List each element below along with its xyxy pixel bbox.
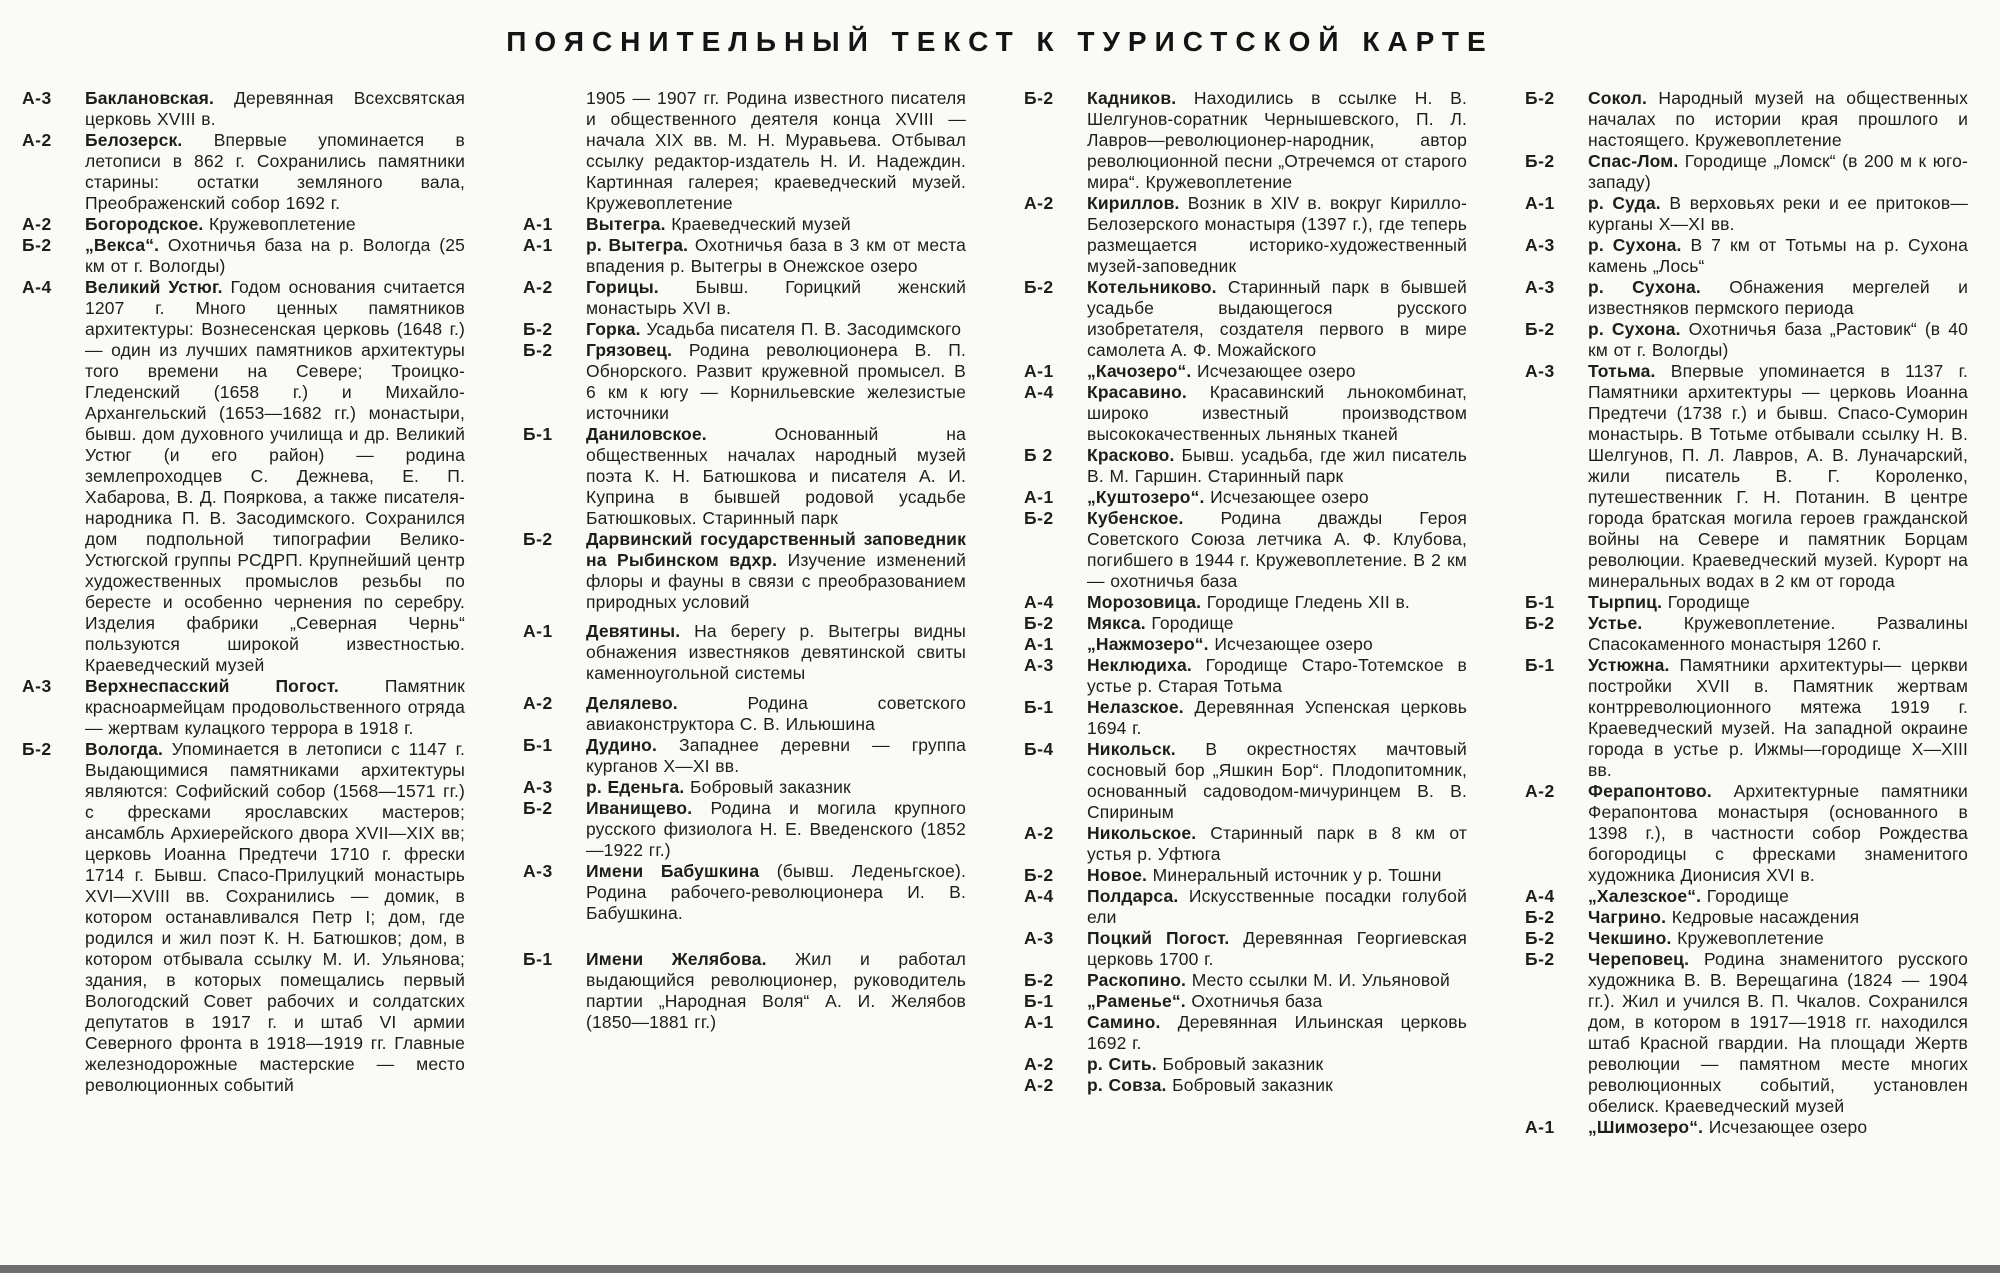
entry-name: Устюжна. bbox=[1588, 655, 1670, 675]
column-4 bbox=[1525, 88, 1968, 1138]
entry-text: Поцкий Погост. Деревянная Георгиевская церковь 1700 г. bbox=[1087, 928, 1467, 969]
grid-ref: Б-1 bbox=[523, 424, 553, 444]
entry-text: Кадников. Находились в ссылке Н. В. Шелгунов-соратник Чернышевского, П. Л. Лавров—революционер-народник, автор революционной песни „Отречемся от старого мира“. Кружевоплетение bbox=[1087, 88, 1467, 192]
entry-text: Полдарса. Искусственные посадки голубой ели bbox=[1087, 886, 1467, 927]
entry-name: Неклюдиха. bbox=[1087, 655, 1192, 675]
entry-name: „Нажмозеро“. bbox=[1087, 634, 1209, 654]
entry-text: Тырпиц. Городище bbox=[1588, 592, 1750, 612]
entry-text: Устье. Кружевоплетение. Развалины Спасокаменного монастыря 1260 г. bbox=[1588, 613, 1968, 654]
grid-ref: Б-2 bbox=[1024, 88, 1054, 108]
entry-name: Грязовец. bbox=[586, 340, 673, 360]
grid-ref: А-1 bbox=[523, 621, 553, 641]
entry bbox=[1024, 739, 1467, 823]
entry-name: Дудино. bbox=[586, 735, 658, 755]
grid-ref: Б-2 bbox=[523, 319, 553, 339]
entry-name: Верхнеспасский Погост. bbox=[85, 676, 339, 696]
entry bbox=[22, 277, 465, 676]
grid-ref: Б-2 bbox=[1024, 508, 1054, 528]
entry bbox=[1024, 991, 1467, 1012]
grid-ref: А-4 bbox=[1024, 592, 1054, 612]
entry bbox=[523, 319, 966, 340]
grid-ref: Б-2 bbox=[1525, 88, 1555, 108]
page-title: ПОЯСНИТЕЛЬНЫЙ ТЕКСТ К ТУРИСТСКОЙ КАРТЕ bbox=[506, 26, 1494, 57]
entry-text: Чагрино. Кедровые насаждения bbox=[1588, 907, 1860, 927]
entry-name: р. Сухона. bbox=[1588, 319, 1681, 339]
entry-name: Никольск. bbox=[1087, 739, 1176, 759]
entry-text: Нелазское. Деревянная Успенская церковь 1694 г. bbox=[1087, 697, 1467, 738]
entry-name: „Халезское“. bbox=[1588, 886, 1702, 906]
grid-ref: А-3 bbox=[1024, 655, 1054, 675]
entry bbox=[523, 861, 966, 924]
entry bbox=[1525, 277, 1968, 319]
entry-text: Никольск. В окрестностях мачтовый сосновый бор „Яшкин Бор“. Плодопитомник, основанный садоводом-мичуринцем В. В. Спириным bbox=[1087, 739, 1467, 822]
entry bbox=[22, 739, 465, 1096]
entry-name: Девятины. bbox=[586, 621, 681, 641]
entry bbox=[22, 88, 465, 130]
entry-name: „Векса“. bbox=[85, 235, 160, 255]
entry-name: Горицы. bbox=[586, 277, 659, 297]
grid-ref: А-2 bbox=[1024, 1075, 1054, 1095]
grid-ref: А-3 bbox=[1525, 277, 1555, 297]
grid-ref: Б-2 bbox=[1024, 970, 1054, 990]
entry-text: Белозерск. Впервые упоминается в летописи в 862 г. Сохранились памятники старины: остатки земляного вала, Преображенский собор 1692 г. bbox=[85, 130, 465, 213]
entry-name: Кадников. bbox=[1087, 88, 1177, 108]
entry bbox=[1024, 823, 1467, 865]
grid-ref: Б 2 bbox=[1024, 445, 1053, 465]
entry-text: р. Сить. Бобровый заказник bbox=[1087, 1054, 1324, 1074]
entry-text: Морозовица. Городище Гледень XII в. bbox=[1087, 592, 1410, 612]
grid-ref: А-2 bbox=[1525, 781, 1555, 801]
entry-name: Мякса. bbox=[1087, 613, 1146, 633]
entry-text: Вытегра. Краеведческий музей bbox=[586, 214, 851, 234]
grid-ref: Б-1 bbox=[1024, 991, 1054, 1011]
entry bbox=[22, 214, 465, 235]
grid-ref: Б-1 bbox=[523, 949, 553, 969]
entry bbox=[523, 529, 966, 613]
entry-name: Тотьма. bbox=[1588, 361, 1656, 381]
entry-text: „Куштозеро“. Исчезающее озеро bbox=[1087, 487, 1369, 507]
entry-text: Спас-Лом. Городище „Ломск“ (в 200 м к юго-западу) bbox=[1588, 151, 1968, 192]
grid-ref: А-3 bbox=[22, 676, 52, 696]
entry bbox=[22, 676, 465, 739]
entry-text: Ферапонтово. Архитектурные памятники Ферапонтова монастыря (основанного в 1398 г.), в частности собор Рождества богородицы с фресками знаменитого художника Дионисия XVI в. bbox=[1588, 781, 1968, 885]
entry-text: Никольское. Старинный парк в 8 км от устья р. Уфтюга bbox=[1087, 823, 1467, 864]
grid-ref: Б-1 bbox=[1525, 592, 1555, 612]
entry bbox=[523, 235, 966, 277]
entry bbox=[523, 340, 966, 424]
entry-name: „Раменье“. bbox=[1087, 991, 1186, 1011]
entry-name: „Качозеро“. bbox=[1087, 361, 1192, 381]
entry-name: Белозерск. bbox=[85, 130, 183, 150]
page-bottom-edge bbox=[0, 1265, 2000, 1273]
entry-name: р. Сухона. bbox=[1588, 277, 1701, 297]
grid-ref: Б-1 bbox=[1525, 655, 1555, 675]
entry-name: Никольское. bbox=[1087, 823, 1197, 843]
entry-name: Раскопино. bbox=[1087, 970, 1187, 990]
grid-ref: А-1 bbox=[1024, 1012, 1054, 1032]
column-2 bbox=[523, 88, 966, 1138]
grid-ref: А-2 bbox=[22, 130, 52, 150]
entry-name: р. Совза. bbox=[1087, 1075, 1167, 1095]
entry-name: Иванищево. bbox=[586, 798, 693, 818]
grid-ref: А-2 bbox=[523, 277, 553, 297]
entry-text: Чекшино. Кружевоплетение bbox=[1588, 928, 1824, 948]
entry-text: Имени Бабушкина (бывш. Леденьгское). Родина рабочего-революционера И. В. Бабушкина. bbox=[586, 861, 967, 923]
entry-text: Котельниково. Старинный парк в бывшей усадьбе выдающегося русского изобретателя, создателя первого в мире самолета А. Ф. Можайского bbox=[1087, 277, 1467, 360]
grid-ref: А-3 bbox=[523, 777, 553, 797]
entry-text: Мякса. Городище bbox=[1087, 613, 1234, 633]
entry bbox=[1525, 1117, 1968, 1138]
grid-ref: А-2 bbox=[1024, 193, 1054, 213]
entry-name: Даниловское. bbox=[586, 424, 707, 444]
entry-name: р. Сить. bbox=[1087, 1054, 1157, 1074]
grid-ref: Б-2 bbox=[1525, 928, 1555, 948]
grid-ref: А-1 bbox=[1024, 634, 1054, 654]
entry bbox=[1525, 235, 1968, 277]
entry bbox=[1024, 634, 1467, 655]
grid-ref: Б-2 bbox=[1525, 949, 1555, 969]
grid-ref: Б-2 bbox=[1525, 319, 1555, 339]
entry bbox=[1024, 592, 1467, 613]
entry-name: Череповец. bbox=[1588, 949, 1690, 969]
entry-text: „Раменье“. Охотничья база bbox=[1087, 991, 1323, 1011]
entry-text: Горка. Усадьба писателя П. В. Засодимского bbox=[586, 319, 962, 339]
entry-text: р. Еденьга. Бобровый заказник bbox=[586, 777, 851, 797]
entry bbox=[1024, 1054, 1467, 1075]
entry-name: Богородское. bbox=[85, 214, 204, 234]
entry bbox=[22, 235, 465, 277]
entry-name: Ферапонтово. bbox=[1588, 781, 1712, 801]
entry bbox=[523, 277, 966, 319]
entry-name: Красавино. bbox=[1087, 382, 1187, 402]
entry-text: Богородское. Кружевоплетение bbox=[85, 214, 356, 234]
grid-ref: Б-1 bbox=[523, 735, 553, 755]
entry-name: р. Сухона. bbox=[1588, 235, 1682, 255]
entry-text: Раскопино. Место ссылки М. И. Ульяновой bbox=[1087, 970, 1450, 990]
grid-ref: А-3 bbox=[1525, 235, 1555, 255]
entry-text: р. Совза. Бобровый заказник bbox=[1087, 1075, 1333, 1095]
entry-text: Грязовец. Родина революционера В. П. Обнорского. Развит кружевной промысел. В 6 км к югу — Корнильевские железистые источники bbox=[586, 340, 966, 423]
entry-name: Кириллов. bbox=[1087, 193, 1180, 213]
grid-ref: А-1 bbox=[1525, 1117, 1555, 1137]
entry bbox=[1024, 487, 1467, 508]
entry-text: „Нажмозеро“. Исчезающее озеро bbox=[1087, 634, 1373, 654]
entry bbox=[523, 424, 966, 529]
entry bbox=[523, 214, 966, 235]
entry-name: Вытегра. bbox=[586, 214, 666, 234]
entry-name: „Куштозеро“. bbox=[1087, 487, 1205, 507]
entry-text: Кубенское. Родина дважды Героя Советского Союза летчика А. Ф. Клубова, погибшего в 1944 г. Кружевоплетение. В 2 км — охотничья база bbox=[1087, 508, 1467, 591]
entry-text: Горицы. Бывш. Горицкий женский монастырь XVI в. bbox=[586, 277, 966, 318]
entry-text: „Халезское“. Городище bbox=[1588, 886, 1790, 906]
entry-text: Вологда. Упоминается в летописи с 1147 г. Выдающимися памятниками архитектуры являются: Софийский собор (1568—1571 гг.) с фресками ярославских мастеров; ансамбль Архиерейского двора XVII—XIX вв; церковь Иоанна Предтечи 1710 г. фрески 1714 г. Бывш. Спасо-Прилуцкий монастырь XVI—XVIII вв. Сохранились — домик, в котором останавливался Петр I; дом, где родился и жил поэт К. Н. Батюшков; дом, в котором отбывала ссылку М. И. Ульянова; здания, в которых помещались первый Вологодский Совет рабочих и солдатских депутатов в 1917 г. и штаб VI армии Северного фронта в 1918—1919 гг. Главные железнодорожные мастерские — место революционных событий bbox=[85, 739, 465, 1095]
grid-ref: А-3 bbox=[1024, 928, 1054, 948]
entry bbox=[1024, 1012, 1467, 1054]
entry-text: Баклановская. Деревянная Всехсвятская церковь XVIII в. bbox=[85, 88, 465, 129]
entry bbox=[1024, 697, 1467, 739]
entry-name: Кубенское. bbox=[1087, 508, 1184, 528]
grid-ref: Б-2 bbox=[1525, 151, 1555, 171]
entry-text: Сокол. Народный музей на общественных началах по истории края прошлого и настоящего. Кружевоплетение bbox=[1588, 88, 1968, 150]
entry bbox=[1525, 886, 1968, 907]
entry-name: Красково. bbox=[1087, 445, 1175, 465]
entry-text: Дарвинский государственный заповедник на Рыбинском вдхр. Изучение изменений флоры и фауны в связи с преобразованием природных условий bbox=[586, 529, 966, 612]
entry bbox=[1024, 613, 1467, 634]
entry bbox=[1024, 970, 1467, 991]
entry bbox=[1525, 193, 1968, 235]
grid-ref: Б-4 bbox=[1024, 739, 1054, 759]
entry bbox=[1024, 193, 1467, 277]
entry-text: Кириллов. Возник в XIV в. вокруг Кирилло-Белозерского монастыря (1397 г.), где теперь размещается историко-художественный музей-заповедник bbox=[1087, 193, 1467, 276]
entry-name: Морозовица. bbox=[1087, 592, 1202, 612]
entry-text: р. Сухона. Обнажения мергелей и известняков пермского периода bbox=[1588, 277, 1968, 318]
entry bbox=[1525, 907, 1968, 928]
grid-ref: А-4 bbox=[1024, 382, 1054, 402]
entry bbox=[1024, 361, 1467, 382]
entry-name: Сокол. bbox=[1588, 88, 1647, 108]
entry-text: „Шимозеро“. Исчезающее озеро bbox=[1588, 1117, 1868, 1137]
entry-name: Великий Устюг. bbox=[85, 277, 223, 297]
entry bbox=[1525, 613, 1968, 655]
grid-ref: Б-2 bbox=[523, 340, 553, 360]
entry bbox=[523, 88, 966, 214]
entry-name: Тырпиц. bbox=[1588, 592, 1663, 612]
entry-name: р. Еденьга. bbox=[586, 777, 685, 797]
entry-text: Тотьма. Впервые упоминается в 1137 г. Памятники архитектуры — церковь Иоанна Предтечи (1738 г.) и бывш. Спасо-Суморин монастырь. В Тотьме отбывали ссылку Н. В. Шелгунов, П. Л. Лавров, А. В. Луначарский, жили писатель В. Г. Короленко, путешественник Г. Н. Потанин. В центре города братская могила героев гражданской войны на Севере и памятник Борцам революции. Краеведческий музей. Курорт на минеральных водах в 2 км от города bbox=[1588, 361, 1968, 591]
grid-ref: А-1 bbox=[1024, 487, 1054, 507]
entry bbox=[1024, 886, 1467, 928]
grid-ref: Б-2 bbox=[1024, 277, 1054, 297]
grid-ref: А-3 bbox=[1525, 361, 1555, 381]
entry bbox=[1525, 928, 1968, 949]
grid-ref: Б-2 bbox=[22, 235, 52, 255]
entry-name: Новое. bbox=[1087, 865, 1148, 885]
entry bbox=[523, 798, 966, 861]
grid-ref: Б-2 bbox=[523, 529, 553, 549]
entry-text: Верхнеспасский Погост. Памятник красноармейцам продовольственного отряда — жертвам кулацкого террора в 1918 г. bbox=[85, 676, 465, 738]
entry-name: Горка. bbox=[586, 319, 641, 339]
entry-name: Имени Желябова. bbox=[586, 949, 767, 969]
entry bbox=[22, 130, 465, 214]
entry-name: Делялево. bbox=[586, 693, 678, 713]
grid-ref: А-2 bbox=[523, 693, 553, 713]
entry bbox=[1024, 88, 1467, 193]
entry-text: р. Сухона. В 7 км от Тотьмы на р. Сухона камень „Лось“ bbox=[1588, 235, 1968, 276]
entry bbox=[1525, 319, 1968, 361]
entry bbox=[1024, 277, 1467, 361]
grid-ref: А-1 bbox=[523, 214, 553, 234]
entry-name: Чагрино. bbox=[1588, 907, 1667, 927]
entry-text: Неклюдиха. Городище Старо-Тотемское в устье р. Старая Тотьма bbox=[1087, 655, 1467, 696]
grid-ref: Б-1 bbox=[1024, 697, 1054, 717]
entry-text: 1905 — 1907 гг. Родина известного писателя и общественного деятеля конца XVIII — начала XIX вв. М. Н. Муравьева. Отбывал ссылку редактор-издатель Н. И. Надеждин. Картинная галерея; краеведческий музей. Кружевоплетение bbox=[586, 88, 966, 213]
entry bbox=[1525, 151, 1968, 193]
entry bbox=[523, 735, 966, 777]
entry bbox=[1024, 655, 1467, 697]
entry bbox=[1525, 361, 1968, 592]
entry-name: Спас-Лом. bbox=[1588, 151, 1679, 171]
entry bbox=[1525, 781, 1968, 886]
grid-ref: А-1 bbox=[1024, 361, 1054, 381]
entry-text: Самино. Деревянная Ильинская церковь 1692 г. bbox=[1087, 1012, 1467, 1053]
entry-name: Вологда. bbox=[85, 739, 163, 759]
entry-name: Устье. bbox=[1588, 613, 1643, 633]
entry-text: Иванищево. Родина и могила крупного русского физиолога Н. Е. Введенского (1852—1922 гг.) bbox=[586, 798, 966, 860]
column-1 bbox=[22, 88, 465, 1138]
entry-name: Полдарса. bbox=[1087, 886, 1179, 906]
entry-text: Даниловское. Основанный на общественных началах народный музей поэта К. Н. Батюшкова и писателя А. И. Куприна в бывшей родовой усадьбе Батюшковых. Старинный парк bbox=[586, 424, 966, 528]
entry bbox=[1525, 655, 1968, 781]
entry bbox=[1525, 592, 1968, 613]
entry-name: „Шимозеро“. bbox=[1588, 1117, 1704, 1137]
entry-name: Самино. bbox=[1087, 1012, 1161, 1032]
entry-text: Делялево. Родина советского авиаконструктора С. В. Ильюшина bbox=[586, 693, 966, 734]
grid-ref: А-1 bbox=[523, 235, 553, 255]
grid-ref: Б-2 bbox=[22, 739, 52, 759]
entry bbox=[1024, 928, 1467, 970]
entry-text: р. Вытегра. Охотничья база в 3 км от места впадения р. Вытегры в Онежское озеро bbox=[586, 235, 966, 276]
entry-name: Поцкий Погост. bbox=[1087, 928, 1230, 948]
entry-text: „Качозеро“. Исчезающее озеро bbox=[1087, 361, 1356, 381]
entry bbox=[1525, 88, 1968, 151]
grid-ref: Б-2 bbox=[1525, 907, 1555, 927]
column-3 bbox=[1024, 88, 1467, 1138]
grid-ref: Б-2 bbox=[1024, 865, 1054, 885]
entry bbox=[523, 693, 966, 735]
entry-text: Имени Желябова. Жил и работал выдающийся революционер, руководитель партии „Народная Воля“ А. И. Желябов (1850—1881 гг.) bbox=[586, 949, 966, 1032]
grid-ref: Б-2 bbox=[1525, 613, 1555, 633]
entry-text: „Векса“. Охотничья база на р. Вологда (25 км от г. Вологды) bbox=[85, 235, 465, 276]
grid-ref: А-4 bbox=[22, 277, 52, 297]
entry-text: Дудино. Западнее деревни — группа курганов X—XI вв. bbox=[586, 735, 966, 776]
entry bbox=[1024, 865, 1467, 886]
entry bbox=[523, 777, 966, 798]
grid-ref: А-3 bbox=[22, 88, 52, 108]
grid-ref: А-2 bbox=[22, 214, 52, 234]
grid-ref: Б-2 bbox=[523, 798, 553, 818]
grid-ref: А-2 bbox=[1024, 1054, 1054, 1074]
entry-text: Череповец. Родина знаменитого русского художника В. В. Верещагина (1824 — 1904 гг.). Жил и учился В. П. Чкалов. Сохранился дом, в котором в 1917—1918 гг. находился штаб Красной гвардии. На площади Жертв революции — памятном месте многих революционных событий, установлен обелиск. Краеведческий музей bbox=[1588, 949, 1968, 1116]
entry bbox=[523, 949, 966, 1033]
entry bbox=[1024, 382, 1467, 445]
entry-name: Котельниково. bbox=[1087, 277, 1217, 297]
entry-name: Баклановская. bbox=[85, 88, 214, 108]
entry-text: Великий Устюг. Годом основания считается 1207 г. Много ценных памятников архитектуры: Вознесенская церковь (1648 г.) — один из лучших памятников архитектуры того времени на Севере; Троицко-Гледенский (1658 г.) и Михайло-Архангельский (1653—1682 гг.) монастыри, бывш. дом духовного училища и др. Великий Устюг (и его район) — родина землепроходцев С. Дежнева, Е. П. Хабарова, В. Д. Пояркова, а также писателя-народника П. В. Засодимского. Сохранился дом подпольной типографии Велико-Устюгской группы РСДРП. Крупнейший центр художественных промыслов резьбы по бересте и особенно чернения по серебру. Изделия фабрики „Северная Чернь“ пользуются широкой известностью. Краеведческий музей bbox=[85, 277, 465, 675]
entry-name: р. Суда. bbox=[1588, 193, 1661, 213]
grid-ref: А-4 bbox=[1525, 886, 1555, 906]
entry-name: р. Вытегра. bbox=[586, 235, 689, 255]
entry bbox=[1024, 508, 1467, 592]
columns-container bbox=[0, 58, 2000, 1138]
entry bbox=[523, 621, 966, 684]
entry bbox=[1024, 445, 1467, 487]
grid-ref: Б-2 bbox=[1024, 613, 1054, 633]
entry-text: Красавино. Красавинский льнокомбинат, широко известный производством высококачественных льняных тканей bbox=[1087, 382, 1467, 444]
entry-name: Чекшино. bbox=[1588, 928, 1672, 948]
grid-ref: А-2 bbox=[1024, 823, 1054, 843]
grid-ref: А-1 bbox=[1525, 193, 1555, 213]
entry bbox=[1024, 1075, 1467, 1096]
grid-ref: А-4 bbox=[1024, 886, 1054, 906]
entry-name: Дарвинский государственный заповедник на Рыбинском вдхр. bbox=[586, 529, 966, 570]
entry-text: Девятины. На берегу р. Вытегры видны обнажения известняков девятинской свиты каменноугольной системы bbox=[586, 621, 966, 683]
entry bbox=[1525, 949, 1968, 1117]
page bbox=[0, 26, 2000, 1273]
entry-text: Красково. Бывш. усадьба, где жил писатель В. М. Гаршин. Старинный парк bbox=[1087, 445, 1467, 486]
entry-name: Нелазское. bbox=[1087, 697, 1184, 717]
entry-name: Имени Бабушкина bbox=[586, 861, 760, 881]
entry-text: р. Сухона. Охотничья база „Растовик“ (в 40 км от г. Вологды) bbox=[1588, 319, 1968, 360]
entry-text: Устюжна. Памятники архитектуры— церкви постройки XVII в. Памятник жертвам контрреволюционного мятежа 1919 г. Краеведческий музей. На западной окраине города в устье р. Ижмы—городище X—XIII вв. bbox=[1588, 655, 1968, 780]
entry-text: Новое. Минеральный источник у р. Тошни bbox=[1087, 865, 1442, 885]
grid-ref: А-3 bbox=[523, 861, 553, 881]
entry-text: р. Суда. В верховьях реки и ее притоков—курганы X—XI вв. bbox=[1588, 193, 1968, 234]
